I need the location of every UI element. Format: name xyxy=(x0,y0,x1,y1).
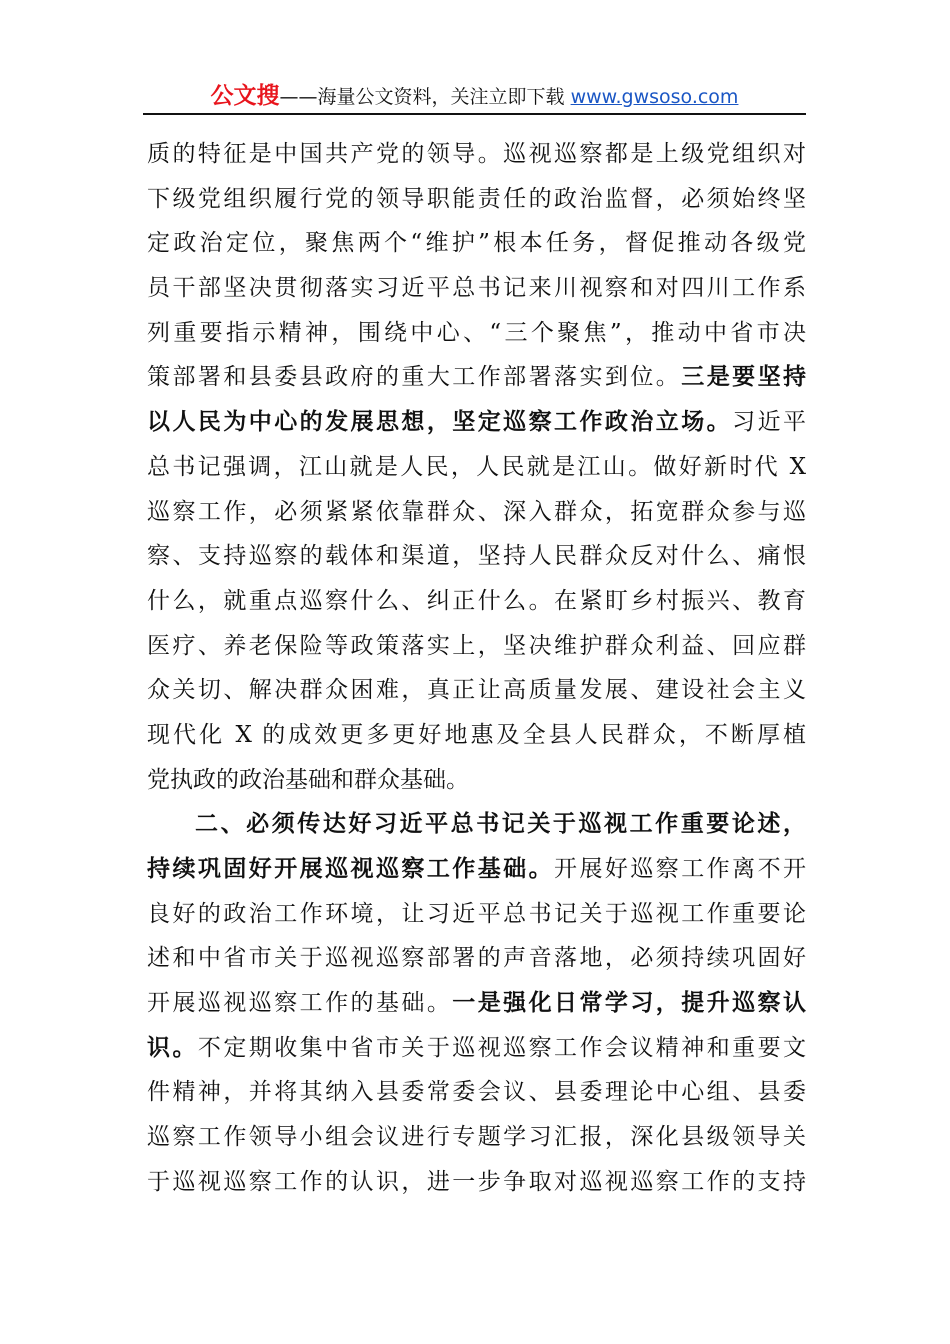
body-text: 党执政的政治基础和群众基础。 xyxy=(147,766,469,793)
body-text: 于巡视巡察工作的认识，进一步争取对巡视巡察工作的支持 xyxy=(147,1168,806,1195)
text-line xyxy=(147,132,806,177)
text-line xyxy=(147,892,806,937)
text-line xyxy=(147,758,806,803)
text-line xyxy=(147,936,806,981)
body-text: 员干部坚决贯彻落实习近平总书记来川视察和对四川工作系 xyxy=(147,275,806,302)
website-link[interactable]: www.gwsoso.com xyxy=(570,86,739,108)
text-line xyxy=(147,1070,806,1115)
text-line xyxy=(147,534,806,579)
body-text: 医疗、养老保险等政策落实上，坚决维护群众利益、回应群 xyxy=(147,632,806,659)
text-line xyxy=(147,266,806,311)
body-text: 定政治定位，聚焦两个“维护”根本任务，督促推动各级党 xyxy=(147,230,806,257)
body-text: 巡察工作，必须紧紧依靠群众、深入群众，拓宽群众参与巡 xyxy=(147,498,806,525)
body-text: 现代化 X 的成效更多更好地惠及全县人民群众，不断厚植 xyxy=(147,721,806,748)
text-line xyxy=(147,400,806,445)
bold-text: 三是要坚持 xyxy=(681,364,807,391)
body-text: 策部署和县委县政府的重大工作部署落实到位。 xyxy=(147,364,682,391)
text-line xyxy=(147,624,806,669)
text-line xyxy=(147,802,806,847)
document-header xyxy=(143,80,806,113)
text-line xyxy=(147,668,806,713)
header-tagline: ——海量公文资料，关注立即下载 xyxy=(279,86,571,108)
text-line xyxy=(147,490,806,535)
text-line xyxy=(147,1115,806,1160)
body-text: 察、支持巡察的载体和渠道，坚持人民群众反对什么、痛恨 xyxy=(147,543,806,570)
bold-text: 二、必须传达好习近平总书记关于巡视工作重要论述， xyxy=(195,811,806,838)
body-text: 习近平 xyxy=(732,409,807,436)
text-line xyxy=(147,445,806,490)
body-text: 述和中省市关于巡视巡察部署的声音落地，必须持续巩固好 xyxy=(147,945,806,972)
text-line xyxy=(147,311,806,356)
body-text: 下级党组织履行党的领导职能责任的政治监督，必须始终坚 xyxy=(147,185,806,212)
body-text: 众关切、解决群众困难，真正让高质量发展、建设社会主义 xyxy=(147,677,806,704)
body-text: 不定期收集中省市关于巡视巡察工作会议精神和重要文 xyxy=(197,1034,807,1061)
brand-logo-text: 公文搜 xyxy=(210,83,280,109)
text-line xyxy=(147,1160,806,1205)
bold-text: 一是强化日常学习，提升巡察认 xyxy=(452,990,807,1017)
text-line xyxy=(147,981,806,1026)
body-text: 良好的政治工作环境，让习近平总书记关于巡视工作重要论 xyxy=(147,900,806,927)
body-text: 件精神，并将其纳入县委常委会议、县委理论中心组、县委 xyxy=(147,1079,806,1106)
text-line xyxy=(147,355,806,400)
text-line xyxy=(147,1026,806,1071)
body-text: 开展巡视巡察工作的基础。 xyxy=(147,990,453,1017)
text-line xyxy=(147,713,806,758)
document-body xyxy=(147,132,806,1205)
body-text: 列重要指示精神，围绕中心、“三个聚焦”，推动中省市决 xyxy=(147,319,806,346)
body-text: 什么，就重点巡察什么、纠正什么。在紧盯乡村振兴、教育 xyxy=(147,587,806,614)
text-line xyxy=(147,847,806,892)
text-line xyxy=(147,579,806,624)
bold-text: 识。 xyxy=(147,1034,198,1061)
body-text: 巡察工作领导小组会议进行专题学习汇报，深化县级领导关 xyxy=(147,1124,806,1151)
body-text: 质的特征是中国共产党的领导。巡视巡察都是上级党组织对 xyxy=(147,141,806,167)
text-line xyxy=(147,177,806,222)
bold-text: 持续巩固好开展巡视巡察工作基础。 xyxy=(147,856,555,882)
text-line xyxy=(147,221,806,266)
body-text: 开展好巡察工作离不开 xyxy=(554,856,807,882)
header-divider xyxy=(143,113,806,115)
bold-text: 以人民为中心的发展思想，坚定巡察工作政治立场。 xyxy=(147,409,733,436)
body-text: 总书记强调，江山就是人民，人民就是江山。做好新时代 X xyxy=(147,453,806,480)
